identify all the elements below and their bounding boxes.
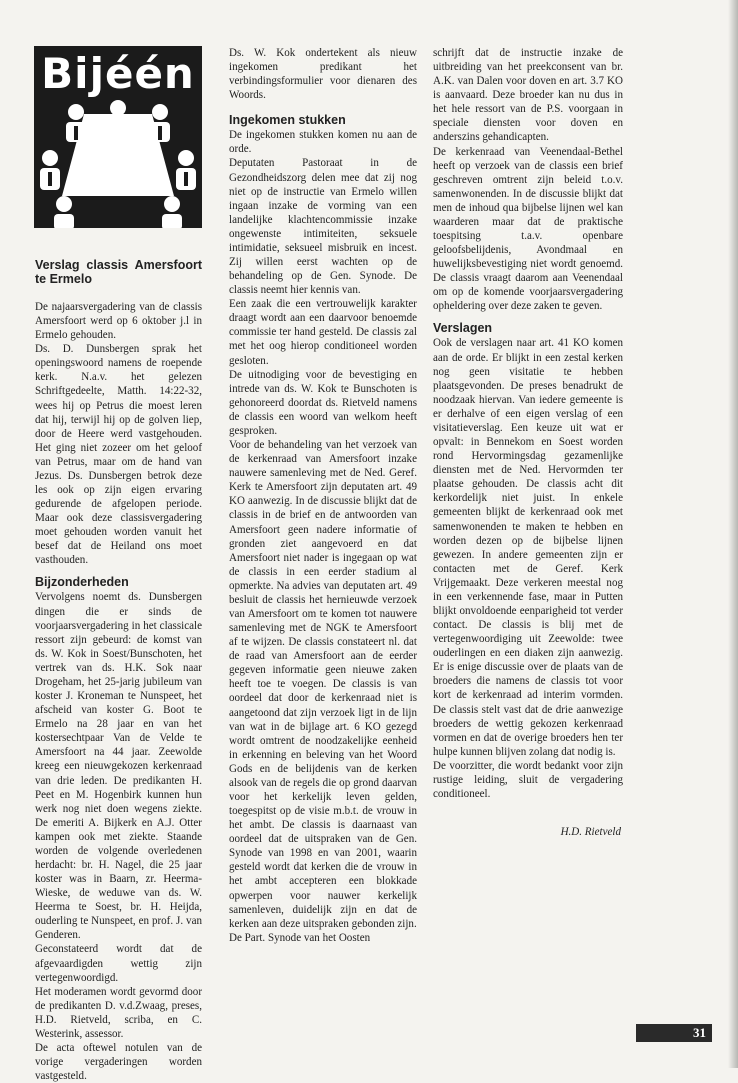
bijeen-logo — [34, 46, 202, 228]
heading-bijzonderheden: Bijzonderheden — [35, 575, 129, 590]
paragraph: De acta oftewel notulen van de vorige vergaderingen worden vastgesteld. — [35, 1041, 202, 1083]
heading-ingekomen-stukken: Ingekomen stukken — [229, 113, 346, 128]
paragraph: De uitnodiging voor de bevestiging en intrede van ds. W. Kok te Bunschoten is gehonoreerd doordat ds. Rietveld namens de classis een woord van welkom heeft gesproken. — [229, 368, 417, 437]
paragraph: Voor de behandeling van het verzoek van de kerkenraad van Amersfoort inzake nauwere samenleving met de Ned. Geref. Kerk te Amersfoort zijn deputaten art. 49 KO aanwezig. In de discussie blijkt dat de classis in de brief en de antwoorden van Amersfoort geen nadere informatie of gronden ziet aangevoerd en dat Amersfoort niet nader is ingegaan op wat de classis in een eerder stadium al opmerkte. Na advies van deputaten art. 49 besluit de classis het hernieuwde verzoek van Amersfoort om te komen tot nauwere samenleving met de NGK te Amersfoort af te wijzen. De classis constateert nl. dat de raad van Amersfoort aan de eerder gegeven informatie geen nieuwe zaken heeft toe te voegen. De classis is van oordeel dat door de kerkenraad niet is aangetoond dat zijn verzoek ligt in de lijn van wat in de bijlage art. 6 KO gezegd wordt omtrent de noodzakelijke eenheid in erkenning en beleving van het Woord Gods en de belijdenis van de kerken alsook van de regels die op grond daarvan voor het kerkelijk leven gelden, toegespitst op de visie m.b.t. de vrouw in het ambt. De classis is daarnaast van oordeel dat de uitspraken van de Gen. Synode van 1998 en van 2001, waarin gesteld wordt dat kerken die de vrouw in het ambt accepteren een blokkade opwerpen voor nauwer kerkelijk samenleven, duidelijk zijn en dat de kerken aan deze uitspraken gebonden zijn. — [229, 439, 417, 930]
column-2 — [229, 46, 417, 945]
column-1 — [35, 258, 202, 1083]
paragraph: schrijft dat de instructie inzake de uitbreiding van het preekconsent van br. A.K. van Dalen voor doven en art. 3.7 KO is aanvaard. Deze broeder kan nu dus in het hele ressort van de P.S. voorgaan in speciale diensten voor doven en anderszins gehandicapten. — [433, 47, 623, 144]
signature: H.D. Rietveld — [560, 826, 621, 839]
paragraph: Ds. W. Kok ondertekent als nieuw ingekomen predikant het verbindingsformulier voor dienaren des Woords. — [229, 47, 417, 102]
paragraph: De ingekomen stukken komen nu aan de orde. — [229, 129, 417, 156]
paragraph: Ds. D. Dunsbergen sprak het openingswoord namens de roepende kerk. N.a.v. het gelezen Schriftgedeelte, Matth. 14:22-32, wees hij op Petrus die moest leren dat hij, terwijl hij op de golven liep, door de Heere werd vastgehouden. Het ging niet zozeer om het geloof van Petrus, maar om de hand van Jezus. Ds. Dunsbergen betrok deze les ook op zijn eigen ervaring gedurende de afgelopen periode. Maar ook deze classisvergadering moet gehouden worden vanuit het besef dat de Heiland ons moet vasthouden. — [35, 343, 202, 567]
paragraph: De najaarsvergadering van de classis Amersfoort werd op 6 oktober j.l in Ermelo gehouden. — [35, 301, 202, 342]
heading-verslagen: Verslagen — [433, 321, 493, 336]
column-3 — [433, 46, 623, 839]
paragraph: Deputaten Pastoraat in de Gezondheidszorg delen mee dat zij nog niet op de instructie van Ermelo willen ingaan inzake de vorming van een landelijke klachtencommissie inzake ongewenste intimiteiten, seksuele intimidatie, seksueel misbruik en incest. Zij willen eerst wachten op de behandeling op de Gen. Synode. De classis neemt hier kennis van. — [229, 157, 417, 297]
page-number: 31 — [693, 1025, 706, 1040]
paragraph: De Part. Synode van het Oosten — [229, 931, 371, 944]
scan-edge-shadow — [728, 0, 738, 1068]
paragraph: Geconstateerd wordt dat de afgevaardigden wettig zijn vertegenwoordigd. — [35, 943, 202, 984]
page-number-bar — [636, 1024, 712, 1042]
paragraph: De voorzitter, die wordt bedankt voor zijn rustige leiding, sluit de vergadering conditioneel. — [433, 759, 623, 800]
paragraph: Het moderamen wordt gevormd door de predikanten D. v.d.Zwaag, preses, H.D. Rietveld, scriba, en C. Westerink, assessor. — [35, 985, 202, 1040]
logo-title: Bijéén — [41, 49, 195, 98]
paragraph: Een zaak die een vertrouwelijk karakter draagt wordt aan een daarvoor benoemde commissie ter hand gesteld. De classis zal met het oog hierop conditioneel worden gesloten. — [229, 298, 417, 367]
paragraph: Ook de verslagen naar art. 41 KO komen aan de orde. Er blijkt in een zestal kerken nog geen visitatie te hebben plaatsgevonden. De preses benadrukt de noodzaak hiervan. Van iedere gemeente is er derhalve of een eigen verslag of een visitatieverslag. Een keuze uit wat er opvalt: in Bennekom en Soest worden rond Hervormingsdag gezamenlijke diensten met de Ned. Hervormden ter plaatse gehouden. De classis acht dit kerkordelijk niet juist. In enkele gemeenten blijkt de kerkenraad ook met samenwonenden te maken te hebben en worden dezen op de bijbelse lijnen gewezen. In andere gemeenten zijn er contacten met de Geref. Kerk Vrijgemaakt. Deze verkeren meestal nog in een verkennende fase, maar in Putten blijkt onvoldoende eenparigheid tot verder contact. De classis is blij met de vertegenwoordiging uit Zeewolde: twee ouderlingen en een diaken zijn aanwezig. Er is enige discussie over de plaats van de broeders die namens de classis tot voor kort de kerkenraad ad interim vormden. De classis stelt vast dat de drie aanwezige broeders de wettig gekozen kerkenraad vormen en dat de overige broeders hen ter hulpe kunnen blijven zolang dat nodig is. — [433, 337, 623, 758]
paragraph: Vervolgens noemt ds. Dunsbergen dingen die er sinds de voorjaarsvergadering in het classicale ressort zijn gebeurd: de komst van ds. W. Kok in Soest/Bunschoten, het vertrek van ds. H.K. Sok naar Drogeham, het 25-jarig jubileum van koster J. Kroneman te Nunspeet, het afscheid van koster G. Boot te Ermelo na 28 jaar en van het kostersechtpaar Van de Velde te Amersfoort na 44 jaar. Zeewolde kreeg een nieuwgekozen kerkenraad van drie leden. De predikanten H. Peet en M. Hogenbirk kunnen hun werk nog niet doen wegens ziekte. De emeriti A. Bijkerk en A.J. Otter kampen ook met ziekte. Staande worden de volgende overledenen herdacht: br. H. Nagel, die 25 jaar koster was in Baarn, zr. Heerma-Wieske, de weduwe van ds. W. Heerma te Soest, br. H. Heijda, ouderling te Nunspeet, en prof. J. van Genderen. — [35, 591, 202, 942]
paragraph: De kerkenraad van Veenendaal-Bethel heeft op verzoek van de classis een brief geschreven omtrent zijn beleid t.o.v. samenwonenden. In de discussie blijkt dat men de inhoud qua bijbelse lijnen wel kan waarderen maar dat de praktische toespitsing t.a.v. openbare geloofsbelijdenis, Avondmaal en huwelijksbevestiging niet wordt genoemd. De classis vraagt daarom aan Veenendaal om op de komende voorjaarsvergadering opheldering over deze zaken te geven. — [433, 145, 623, 313]
heading-verslag: Verslag classis Amersfoort te Ermelo — [35, 258, 202, 286]
